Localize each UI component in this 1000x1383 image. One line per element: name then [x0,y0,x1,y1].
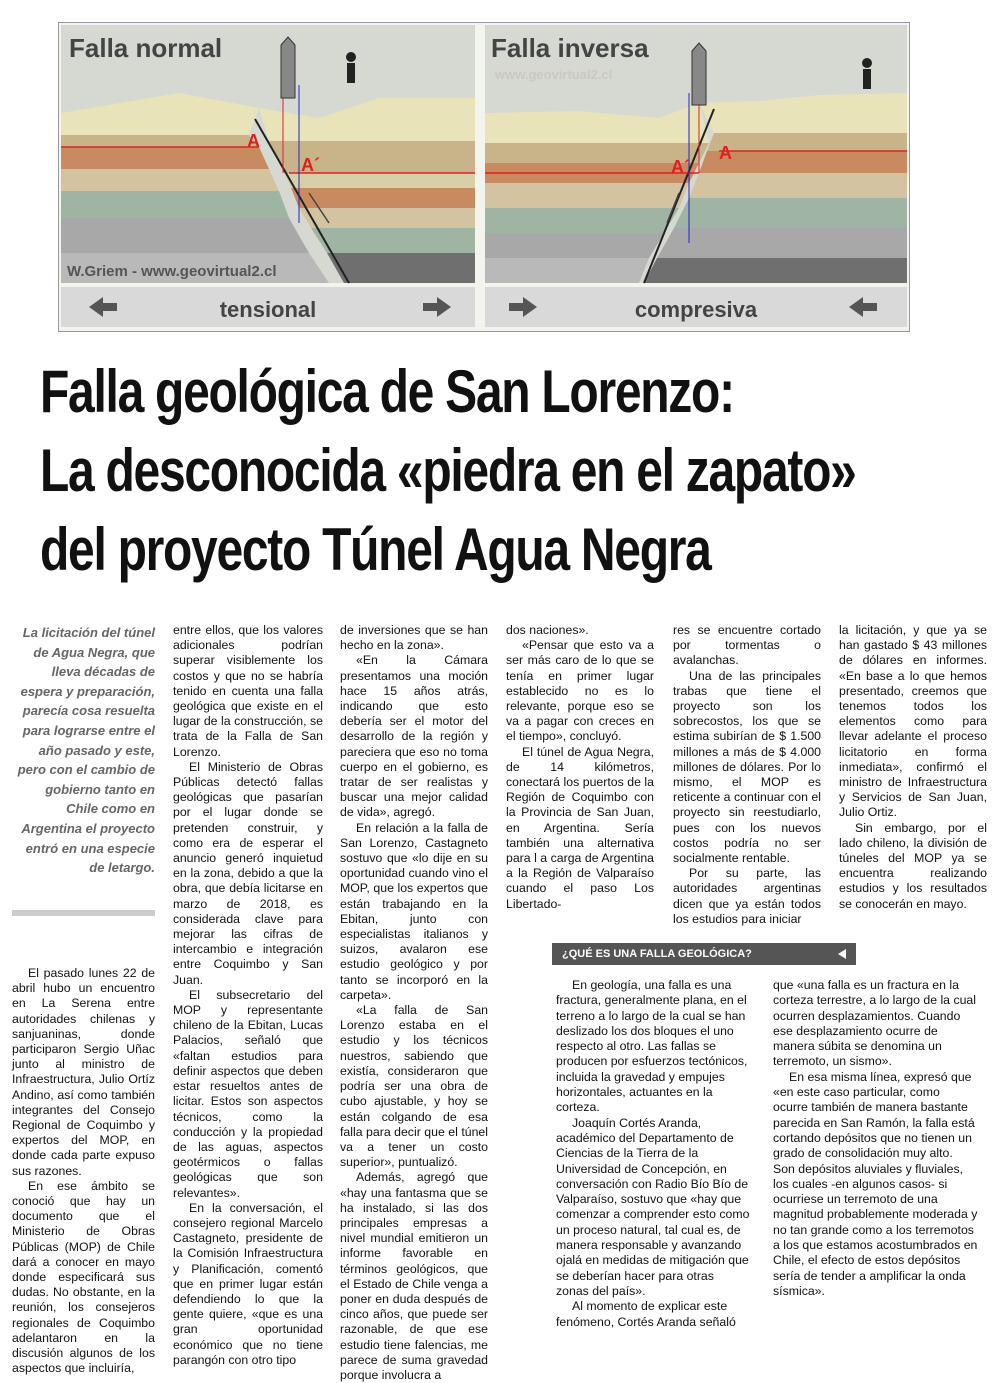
paragraph: Sin embargo, por el lado chileno, la división de túneles del MOP ya se encuentra realizando estudios y los resultados se conocerán en mayo. [839,820,987,911]
paragraph: Además, agregó que «hay una fantasma que se ha instalado, si las dos principales empresas a nivel mundial emitieron un informe favorable en términos geológicos, que el Estado de Chile venga a poner en duda después de cinco años, que puede ser razonable, de que ese estudio tiene falencias, me parece de suma gravedad porque involucra a [340,1170,488,1382]
column-6 [839,623,987,912]
paragraph: El subsecretario del MOP y representante chileno de la Ebitan, Lucas Palacios, señaló que «faltan estudios para definir aspectos que deben estar resueltos antes de licitar. Estos son aspectos técnicos, como la conducción y la propiedad de las aguas, aspectos geotérmicos o fallas geológicas que son relevantes». [173,987,323,1200]
paragraph: entre ellos, que los valores adicionales podrían superar visiblemente los costos y que no se habría tenido en cuenta una falla geológica que existe en el lugar de la construcción, se trata de la Falla de San Lorenzo. [173,623,323,759]
headline-line-2: La desconocida «piedra en el zapato» [40,437,856,504]
headline-line-3: del proyecto Túnel Agua Negra [40,516,711,583]
sidebar-left-column [556,978,750,1330]
paragraph: Al momento de explicar este fenómeno, Cortés Aranda señaló [556,1299,736,1329]
label-a-right: A [719,143,732,163]
fault-diagram [58,22,910,332]
sidebar-title: ¿QUÉ ES UNA FALLA GEOLÓGICA? [562,948,752,960]
paragraph: res se encuentre cortado por tormentas o avalanchas. [673,623,821,668]
paragraph: «La falla de San Lorenzo estaba en el estudio y los técnicos nuestros, sabiendo que existía, consideraron que podría ser una obra de cubo ajustable, y hoy se están colgando de esa falla para decir que el túnel va a tener un costo superior», puntualizó. [340,1003,488,1170]
paragraph: Joaquín Cortés Aranda, académico del Departamento de Ciencias de la Tierra de la Universidad de Concepción, en conversación con Radio Bío Bío de Valparaíso, sostuvo que «hay que comenzar a comprender esto como un proceso natural, tal cual es, de manera responsable y avanzando ojalá en medidas de mitigación que se deberían hacer para otras zonas del país». [556,1115,750,1298]
lead-paragraph: La licitación del túnel de Agua Negra, que lleva décadas de espera y preparación, parecía cosa resuelta para lograrse entre el año pasado y este, pero con el cambio de gobierno tanto en Chile como en Argentina el proyecto entró en una especie de letargo. [17,625,155,876]
reverse-fault-panel [485,25,907,327]
column-2 [173,623,323,1368]
label-a-prime-right: A´ [671,157,690,177]
lead-divider [12,910,155,916]
column-1 [12,966,155,1376]
diagram-credit: W.Griem - www.geovirtual2.cl [67,263,277,280]
headline-line-1: Falla geológica de San Lorenzo: [40,358,734,425]
paragraph: Por su parte, las autoridades argentinas dicen que ya están todos los estudios para iniciar [673,866,821,926]
sidebar-heading [552,943,856,965]
reverse-fault-title: Falla inversa [491,33,649,63]
paragraph: la licitación, y que ya se han gastado $ 43 millones de dólares en informes. «En base a lo que hemos presentado, creemos que tenemos todos los elementos como para llevar adelante el proceso licitatorio en forma inmediata», confirmó el ministro de Infraestructura y Servicios de San Juan, Julio Ortiz. [839,623,987,820]
label-a-prime-left: A´ [301,155,320,175]
paragraph: de inversiones que se han hecho en la zona». [340,623,488,653]
column-3 [340,623,488,1383]
paragraph: En esa misma línea, expresó que «en este caso particular, como ocurre también de manera bastante parecida en San Ramón, la falla está cortando depósitos que no tienen un grado de consolidación muy alto. Son depósitos aluviales y fluviales, los cuales -en algunos casos- si ocurriese un terremoto de una magnitud probablemente moderada y no tan grande como a los terremotos a los que estamos acostumbrados en Chile, el efecto de estos depósitos sería de tender a amplificar la onda sísmica». [773,1069,978,1298]
paragraph: El Ministerio de Obras Públicas detectó fallas geológicas que pasarían por el lugar donde se pretenden construir, y como era de esperar el anuncio generó inquietud en la zona, debido a que la obra, que debía licitarse en marzo de 2018, es considerada clave para mejorar las cifras de intercambio e integración entre Coquimbo y San Juan. [173,759,323,987]
column-5 [673,623,821,927]
label-a-left: A [247,131,260,151]
paragraph: Una de las principales trabas que tiene el proyecto son los sobrecostos, los que se estima subirían de $ 1.500 millones a más de $ 4.000 millones de dólares. Por lo mismo, el MOP es reticente a continuar con el proyecto sin reestudiarlo, pues con los nuevos costos podría no ser socialmente rentable. [673,668,821,866]
paragraph: «En la Cámara presentamos una moción hace 15 años atrás, indicando que esto debería ser el motor del desarrollo de la región y pareciera que eso no toma cuerpo en el gobierno, es tratar de ser realistas y buscar una mejor calidad de vida», agregó. [340,653,488,820]
compresiva-caption: compresiva [634,297,758,322]
paragraph: El pasado lunes 22 de abril hubo un encuentro en La Serena entre autoridades chilenas y sanjuaninas, donde participaron Sergio Uñac junto al ministro de Infraestructura, Julio Ortíz Andino, así como también integrantes del Consejo Regional de Coquimbo y expertos del MOP, en donde cada parte expuso sus razones. [12,966,155,1178]
column-4 [506,623,654,912]
paragraph: En la conversación, el consejero regional Marcelo Castagneto, presidente de la Comisión Infraestructura y Planificación, comentó que en primer lugar están defendiendo lo que la gente quiere, «que es una gran oportunidad económico que no tiene parangón con otro tipo [173,1200,323,1367]
paragraph: El túnel de Agua Negra, de 14 kilómetros, conectará los puertos de la Región de Coquimbo con la Provincia de San Juan, en Argentina. Sería también una alternativa para l a carga de Argentina a la Región de Valparaíso cuando el paso Los Libertado- [506,744,654,911]
normal-fault-title: Falla normal [69,33,223,63]
watermark-credit: www.geovirtual2.cl [495,67,613,82]
paragraph: En relación a la falla de San Lorenzo, Castagneto sostuvo que «lo dije en su oportunidad cuando vino el MOP, que los expertos que están trabajando en la Ebitan, junto con especialistas italianos y suizos, avalaron ese estudio geológico y por tanto se incorporó en la carpeta». [340,820,488,1002]
paragraph: En geología, una falla es una fractura, generalmente plana, en el terreno a lo largo de la cual se han deslizado los dos bloques el uno respecto al otro. Las fallas se producen por esfuerzos tectónicos, incluida la gravedad y empujes horizontales, actuantes en la corteza. [556,978,748,1115]
sidebar-right-column [773,978,978,1299]
normal-fault-panel [61,25,475,327]
headline [40,352,856,589]
paragraph: En ese ámbito se conoció que hay un documento que el Ministerio de Obras Públicas (MOP) de Chile dará a conocer en mayo donde especificará sus dudas. No obstante, en la reunión, los consejeros regionales de Coquimbo adelantaron en la discusión algunos de los aspectos que incluiría, [12,1178,155,1376]
paragraph: «Pensar que esto va a ser más caro de lo que se tenía en primer lugar establecido no es lo relevante, porque eso se va a pagar con creces en el tiempo», concluyó. [506,638,654,744]
paragraph: que «una falla es un fractura en la corteza terrestre, a lo largo de la cual ocurren desplazamientos. Cuando ese desplazamiento ocurre de manera súbita se denomina un terremoto, un sismo». [773,978,977,1069]
tensional-caption: tensional [219,297,317,322]
triangle-left-icon [838,949,846,959]
paragraph: dos naciones». [506,623,589,637]
